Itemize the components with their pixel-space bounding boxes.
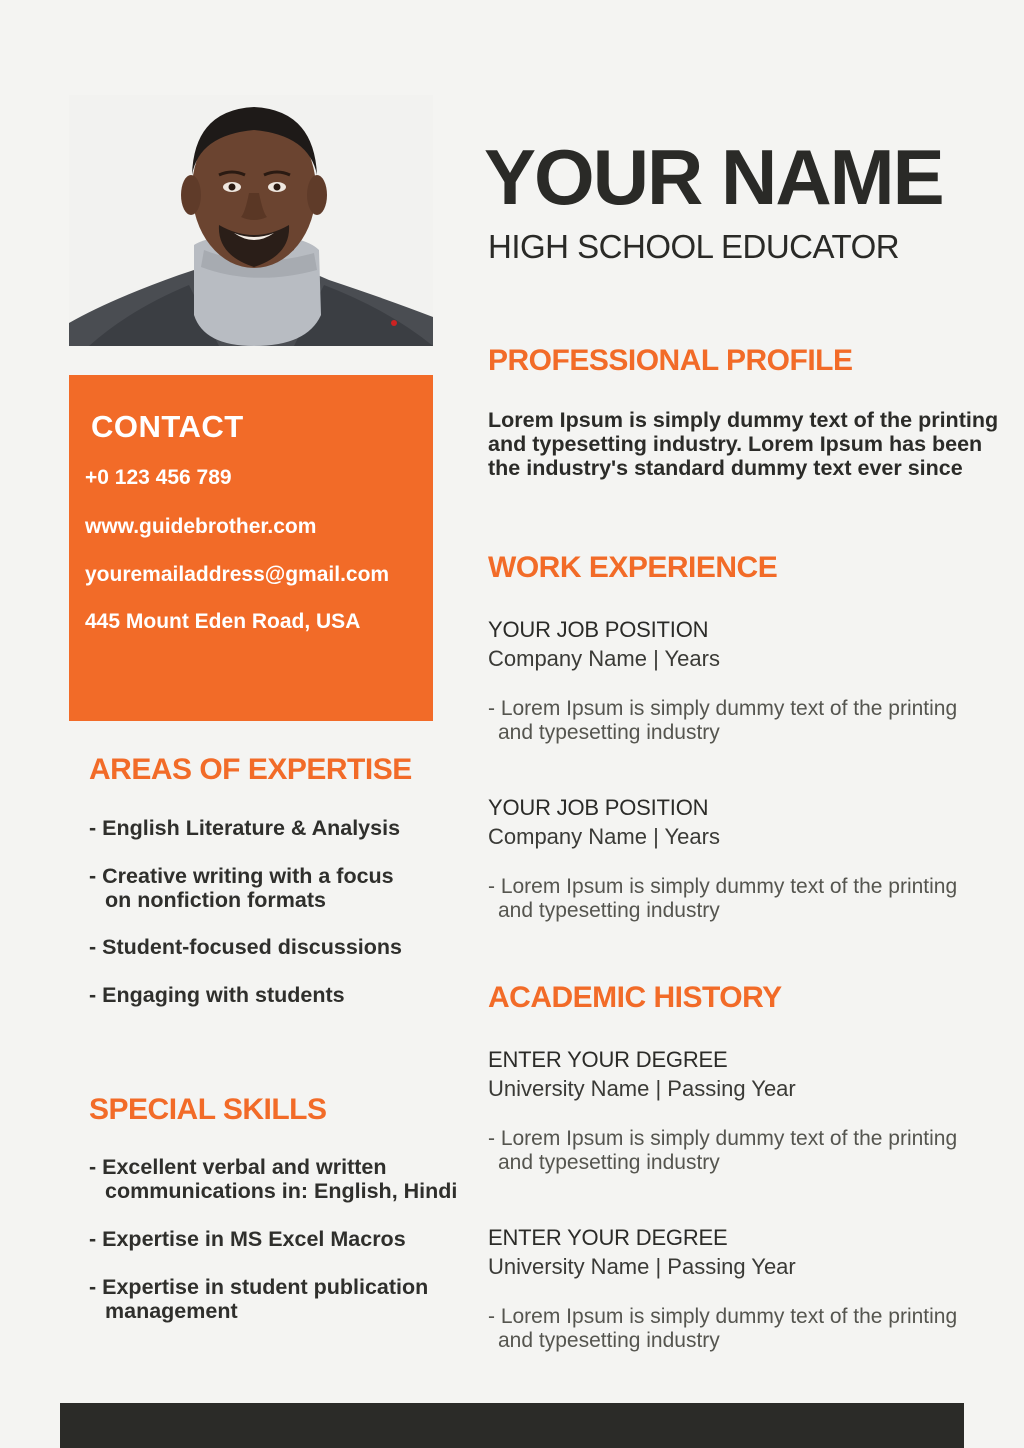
- skill-item-line: communications in: English, Hindi: [105, 1179, 458, 1203]
- university-year: University Name | Passing Year: [488, 1254, 796, 1279]
- degree-description-line: and typesetting industry: [498, 1151, 720, 1174]
- degree-description-line: - Lorem Ipsum is simply dummy text of the printing: [488, 1305, 958, 1328]
- skill-item: [89, 1227, 469, 1251]
- degree: ENTER YOUR DEGREE: [488, 1225, 728, 1250]
- skill-item-line: - Expertise in student publication: [89, 1275, 429, 1299]
- expertise-item-line: - Student-focused discussions: [89, 935, 402, 959]
- degree-description-line: and typesetting industry: [498, 1329, 720, 1352]
- contact-address: 445 Mount Eden Road, USA: [85, 610, 361, 633]
- profile-text: Lorem Ipsum is simply dummy text of the printing and typesetting industry. Lorem Ipsum has been the industry's standard dummy text ever since: [488, 408, 999, 480]
- degree-description-line: - Lorem Ipsum is simply dummy text of the printing: [488, 1127, 958, 1150]
- skill-item-line: management: [105, 1299, 238, 1323]
- job-description: [488, 697, 1013, 745]
- skill-item: [89, 1155, 469, 1203]
- profile-photo: [69, 95, 433, 346]
- skill-item: [89, 1275, 469, 1323]
- job-description-line: - Lorem Ipsum is simply dummy text of the printing: [488, 697, 958, 720]
- degree-description: [488, 1127, 1013, 1175]
- contact-title: CONTACT: [91, 409, 244, 444]
- job-description-line: - Lorem Ipsum is simply dummy text of the printing: [488, 875, 958, 898]
- footer-bar: [60, 1403, 964, 1448]
- degree: ENTER YOUR DEGREE: [488, 1047, 728, 1072]
- work-experience-title: WORK EXPERIENCE: [488, 551, 778, 584]
- contact-phone: +0 123 456 789: [85, 466, 232, 489]
- expertise-item: [89, 864, 469, 912]
- resume-role: HIGH SCHOOL EDUCATOR: [488, 228, 900, 265]
- profile-title: PROFESSIONAL PROFILE: [488, 344, 853, 377]
- expertise-item-line: - Creative writing with a focus: [89, 864, 394, 888]
- expertise-item-line: - English Literature & Analysis: [89, 816, 401, 840]
- university-year: University Name | Passing Year: [488, 1076, 796, 1101]
- skill-item-line: - Excellent verbal and written: [89, 1155, 387, 1179]
- skill-item-line: - Expertise in MS Excel Macros: [89, 1227, 406, 1251]
- job-description-line: and typesetting industry: [498, 721, 720, 744]
- job-position: YOUR JOB POSITION: [488, 795, 709, 820]
- skills-title: SPECIAL SKILLS: [89, 1093, 327, 1126]
- company-years: Company Name | Years: [488, 824, 720, 849]
- expertise-item: [89, 816, 469, 840]
- expertise-item-line: - Engaging with students: [89, 983, 345, 1007]
- job-description: [488, 875, 1013, 923]
- resume-name: YOUR NAME: [484, 133, 943, 221]
- contact-email[interactable]: youremailaddress@gmail.com: [85, 563, 390, 586]
- contact-box: [69, 375, 433, 721]
- expertise-item-line: on nonfiction formats: [105, 888, 326, 912]
- job-position: YOUR JOB POSITION: [488, 617, 709, 642]
- expertise-item: [89, 983, 469, 1007]
- expertise-item: [89, 935, 469, 959]
- degree-description: [488, 1305, 1013, 1353]
- expertise-title: AREAS OF EXPERTISE: [89, 753, 412, 786]
- contact-website[interactable]: www.guidebrother.com: [85, 515, 317, 538]
- company-years: Company Name | Years: [488, 646, 720, 671]
- academic-history-title: ACADEMIC HISTORY: [488, 981, 782, 1014]
- job-description-line: and typesetting industry: [498, 899, 720, 922]
